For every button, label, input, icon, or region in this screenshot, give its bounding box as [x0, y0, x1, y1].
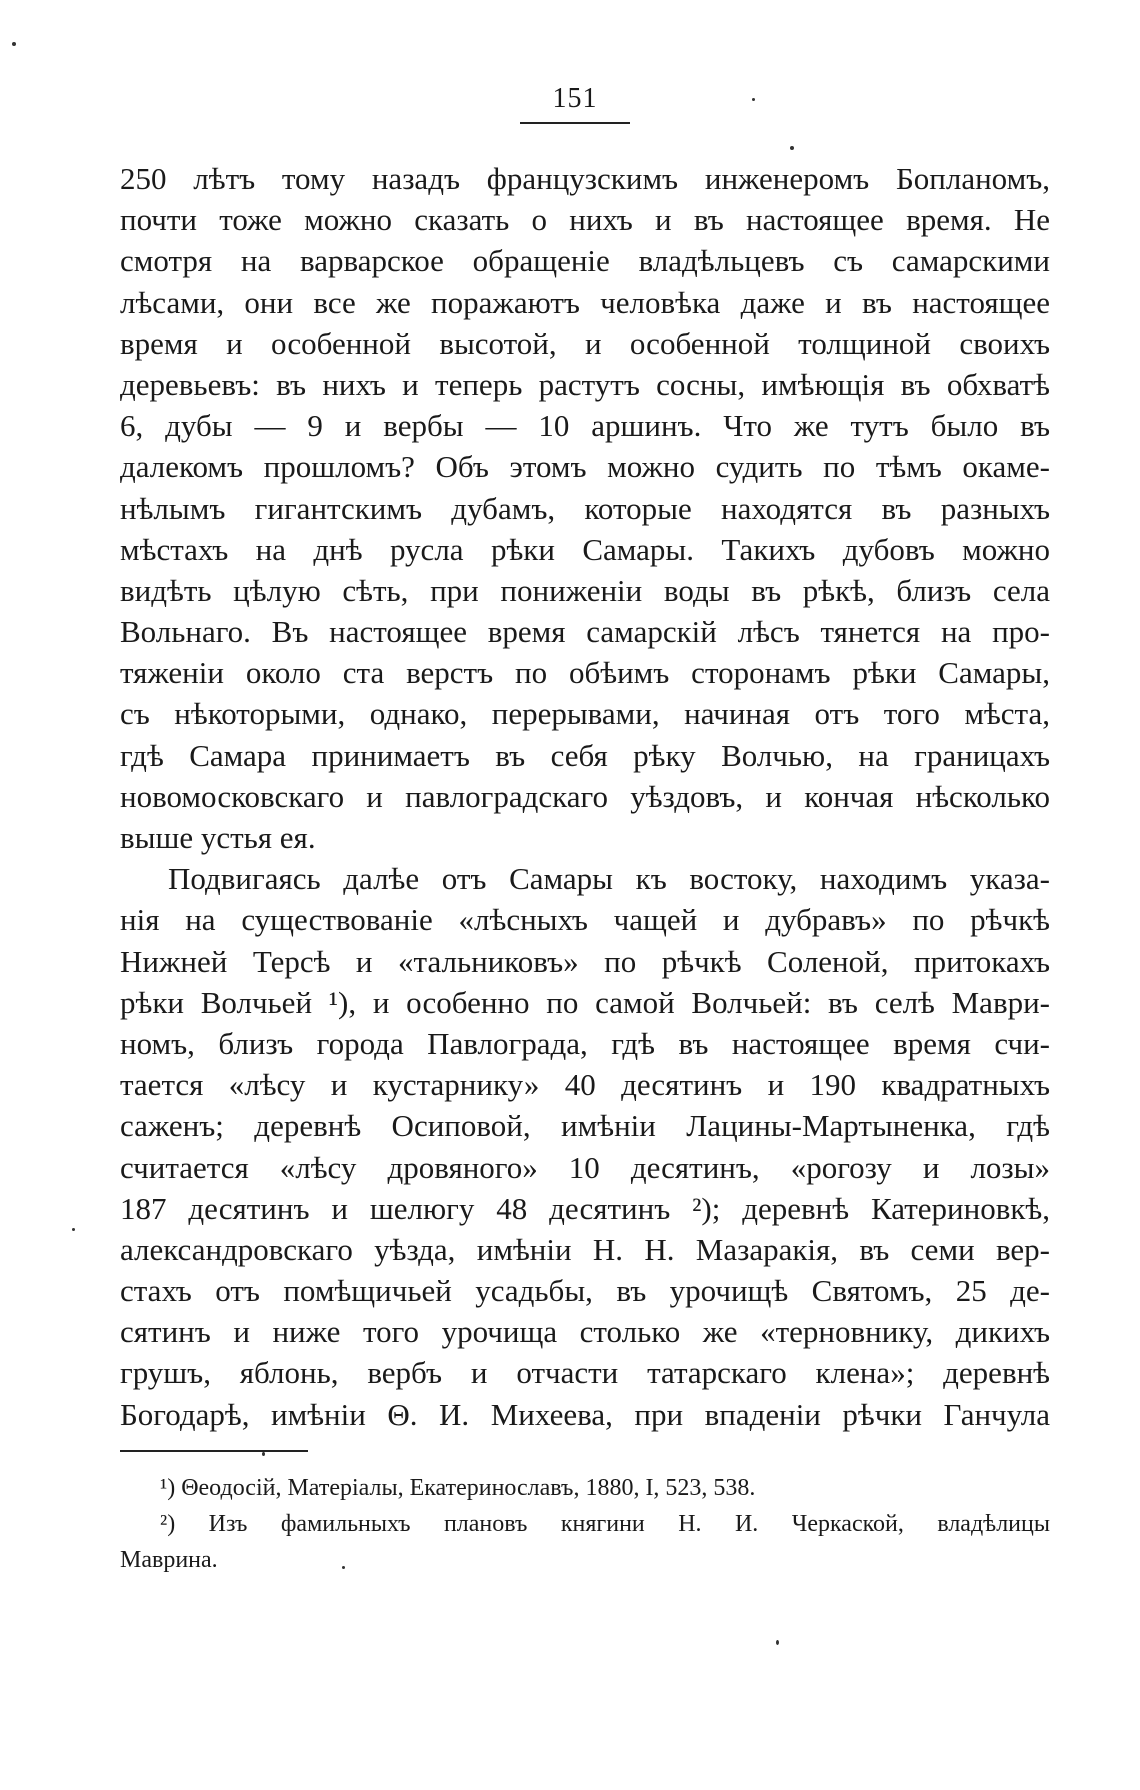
text-line: смотря на варварское обращеніе владѣльцевъ съ самарскими [120, 243, 1050, 279]
text-line: саженъ; деревнѣ Осиповой, имѣніи Лацины-Мартыненка, гдѣ [120, 1108, 1050, 1144]
footnote-2: ²) Изъ фамильныхъ плановъ княгини Н. И. Черкаской, владѣлицы [160, 1511, 1050, 1537]
text-line: деревьевъ: въ нихъ и теперь растутъ сосны, имѣющія въ обхватѣ [120, 366, 1050, 402]
footnote-1: ¹) Θеодосій, Матеріалы, Екатеринославъ, 1880, I, 523, 538. [160, 1475, 756, 1501]
scan-speck [776, 1640, 779, 1645]
text-line: сятинъ и ниже того урочища столько же «терновнику, дикихъ [120, 1314, 1050, 1350]
text-line: стахъ отъ помѣщичьей усадьбы, въ урочищѣ Святомъ, 25 де- [120, 1273, 1050, 1309]
page-number: 151 [552, 83, 598, 114]
paragraph-start-line: Подвигаясь далѣе отъ Самары къ востоку, находимъ указа- [168, 861, 1050, 897]
text-line: нѣлымъ гигантскимъ дубамъ, которые находятся въ разныхъ [120, 490, 1050, 526]
text-line: гдѣ Самара принимаетъ въ себя рѣку Волчью, на границахъ [120, 737, 1050, 773]
text-line: грушъ, яблонь, вербъ и отчасти татарскаго клена»; деревнѣ [120, 1355, 1050, 1391]
scan-speck [12, 42, 16, 46]
text-line: выше устья ея. [120, 820, 316, 855]
text-line: время и особенной высотой, и особенной толщиной своихъ [120, 325, 1050, 361]
text-line: съ нѣкоторыми, однако, перерывами, начиная отъ того мѣста, [120, 696, 1050, 732]
text-line: 250 лѣтъ тому назадъ французскимъ инженеромъ Бопланомъ, [120, 161, 1050, 196]
text-line: тяженіи около ста верстъ по обѣимъ сторонамъ рѣки Самары, [120, 655, 1050, 691]
text-line: считается «лѣсу дровяного» 10 десятинъ, «рогозу и лозы» [120, 1149, 1050, 1185]
scan-speck [262, 1452, 265, 1456]
scan-speck [790, 146, 794, 150]
page-number-rule [520, 122, 630, 124]
text-line: лѣсами, они все же поражаютъ человѣка даже и въ настоящее [120, 284, 1050, 320]
text-line: Нижней Терсѣ и «тальниковъ» по рѣчкѣ Соленой, притокахъ [120, 943, 1050, 979]
text-line: новомосковскаго и павлоградскаго уѣздовъ, и кончая нѣсколько [120, 778, 1050, 814]
scan-speck [72, 1228, 75, 1231]
text-line: мѣстахъ на днѣ русла рѣки Самары. Такихъ дубовъ можно [120, 531, 1050, 567]
text-line: тается «лѣсу и кустарнику» 40 десятинъ и 190 квадратныхъ [120, 1067, 1050, 1103]
body-text [120, 158, 1050, 1435]
text-line: нія на существованіе «лѣсныхъ чащей и дубравъ» по рѣчкѣ [120, 902, 1050, 938]
text-line: рѣки Волчьей ¹), и особенно по самой Волчьей: въ селѣ Маври- [120, 984, 1050, 1020]
text-line: Вольнаго. Въ настоящее время самарскій лѣсъ тянется на про- [120, 614, 1050, 650]
text-line: Богодарѣ, имѣніи Θ. И. Михеева, при впаденіи рѣчки Ганчула [120, 1396, 1050, 1432]
scan-speck [342, 1566, 345, 1569]
text-line: 187 десятинъ и шелюгу 48 десятинъ ²); деревнѣ Катериновкѣ, [120, 1190, 1050, 1226]
text-line: далекомъ прошломъ? Объ этомъ можно судить по тѣмъ окаме- [120, 449, 1050, 485]
footnote-rule [120, 1450, 308, 1452]
text-line: александровскаго уѣзда, имѣніи Н. Н. Мазаракія, въ семи вер- [120, 1231, 1050, 1267]
text-line: почти тоже можно сказать о нихъ и въ настоящее время. Не [120, 202, 1050, 238]
text-line: 6, дубы — 9 и вербы — 10 аршинъ. Что же тутъ было въ [120, 408, 1050, 444]
text-line: видѣть цѣлую сѣть, при пониженіи воды въ рѣкѣ, близъ села [120, 572, 1050, 608]
scan-speck [752, 98, 755, 101]
text-line: номъ, близъ города Павлограда, гдѣ въ настоящее время счи- [120, 1025, 1050, 1061]
footnotes [120, 1470, 1050, 1578]
footnote-2-continuation: Маврина. [120, 1547, 218, 1573]
